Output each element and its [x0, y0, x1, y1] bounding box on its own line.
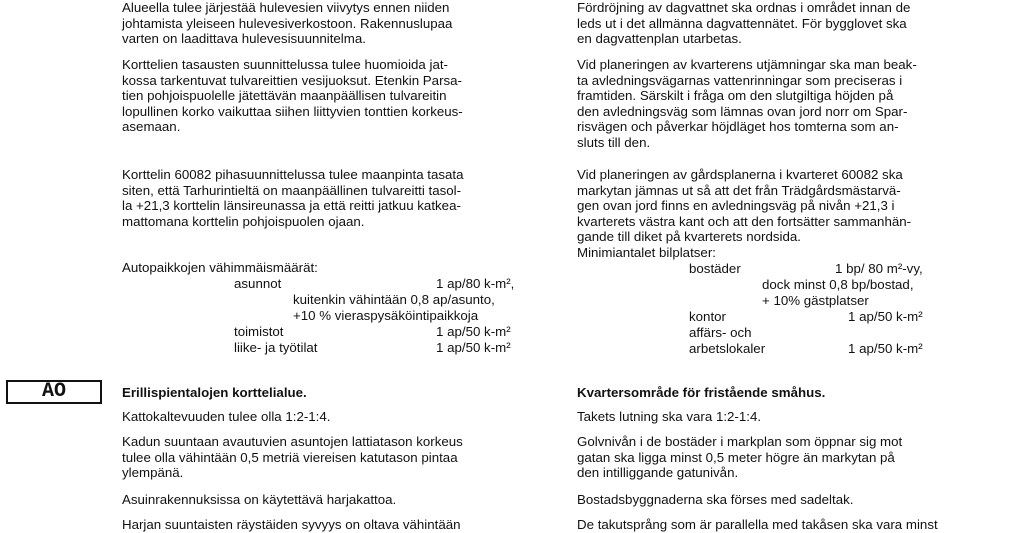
sv-p2-line: ta avledningsvägarnas vattenrinningar som preciseras i	[577, 72, 903, 88]
sv-paragraph-1	[577, 0, 997, 47]
fi-s2-line: Kadun suuntaan avautuvien asuntojen lattiatason korkeus	[122, 434, 463, 449]
fi-section-item-2	[122, 434, 540, 481]
fi-p2-line: asemaan.	[122, 119, 181, 135]
sv-p2-line: risvägen och påverkar höjdläget hos tomterna som an-	[577, 119, 899, 135]
fi-parking-liike-label: liike- ja työtilat	[234, 339, 318, 355]
fi-s2-line: ylempänä.	[122, 465, 184, 481]
sv-p1-line: en dagvattenplan utarbetas.	[577, 31, 742, 47]
fi-p1-line: varten on laadittava hulevesisuunnitelma.	[122, 31, 366, 47]
sv-parking-title: Minimiantalet bilplatser:	[577, 245, 716, 260]
sv-s3-line: Bostadsbyggnaderna ska förses med sadeltak.	[577, 492, 854, 507]
sv-p2-line: Vid planeringen av kvarterens utjämningar ska man beak-	[577, 57, 917, 72]
sv-p1-line: Fördröjning av dagvattnet ska ordnas i området innan de	[577, 0, 911, 15]
fi-section-item-4	[122, 517, 540, 533]
sv-parking-affars-label: affärs- och	[689, 324, 752, 340]
fi-paragraph-2	[122, 57, 540, 135]
fi-s3-line: Asuinrakennuksissa on käytettävä harjakattoa.	[122, 492, 397, 507]
fi-parking-asunnot-line3: +10 % vieraspysäköintipaikkoja	[293, 307, 479, 323]
zone-code-box	[6, 380, 102, 404]
sv-paragraph-2	[577, 57, 997, 151]
sv-p3-line: kvarterets västra kant och att den fortsätter sammanhän-	[577, 213, 912, 229]
fi-section-item-3	[122, 492, 540, 508]
fi-section-item-1	[122, 409, 540, 425]
fi-paragraph-1	[122, 0, 540, 47]
sv-parking-bostader-line3: + 10% gästplatser	[762, 292, 869, 308]
sv-p2-line: den avledningsväg som lämnas ovan jord norr om Spar-	[577, 103, 908, 119]
sv-p2-line: framtiden. Särskilt i fråga om den slutgiltiga höjden på	[577, 88, 894, 104]
fi-p1-line: Alueella tulee järjestää hulevesien viivytys ennen niiden	[122, 0, 450, 15]
sv-parking-bostader-value: 1 bp/ 80 m²-vy,	[835, 260, 923, 276]
sv-p3-line: gande till diket på kvarterets nordsida.	[577, 229, 801, 245]
fi-p2-line: Korttelien tasausten suunnittelussa tulee huomioida jat-	[122, 57, 448, 72]
sv-p3-line: gen ovan jord finns en avledningsväg på nivån +21,3 i	[577, 198, 895, 214]
fi-p2-line: kossa tarkentuvat tulvareittien vesijuoksut. Etenkin Parsa-	[122, 72, 462, 88]
fi-s1-line: Kattokaltevuuden tulee olla 1:2-1:4.	[122, 409, 331, 424]
sv-s1-line: Takets lutning ska vara 1:2-1:4.	[577, 409, 762, 424]
fi-parking-asunnot-value: 1 ap/80 k-m²,	[436, 275, 515, 291]
sv-parking-kontor-label: kontor	[689, 308, 726, 324]
sv-s4-line: De takutsprång som är parallella med takåsen ska vara minst	[577, 517, 938, 532]
sv-p3-line: Vid planeringen av gårdsplanerna i kvarteret 60082 ska	[577, 167, 903, 182]
fi-section-ao	[122, 385, 540, 401]
fi-parking-title: Autopaikkojen vähimmäismäärät:	[122, 260, 318, 275]
sv-section-ao	[577, 385, 997, 401]
fi-parking-asunnot-label: asunnot	[234, 275, 282, 291]
fi-s2-line: tulee olla vähintään 0,5 metriä viereisen katutason pintaa	[122, 449, 458, 465]
sv-section-item-3	[577, 492, 997, 508]
sv-p3-line: markytan jämnas ut så att det från Trädgårdsmästarvä-	[577, 182, 901, 198]
sv-s2-line: den intilliggande gatunivån.	[577, 465, 739, 481]
sv-paragraph-3	[577, 167, 997, 245]
sv-parking-bostader-label: bostäder	[689, 260, 741, 276]
fi-p2-line: lopullinen korko vaikuttaa siihen liittyvien tonttien korkeus-	[122, 103, 463, 119]
sv-s2-line: Golvnivån i de bostäder i markplan som öppnar sig mot	[577, 434, 903, 449]
fi-parking-block	[122, 260, 540, 370]
sv-parking-bostader-line2: dock minst 0,8 bp/bostad,	[762, 276, 914, 292]
sv-parking-arbets-value: 1 ap/50 k-m²	[848, 340, 923, 356]
fi-section-title: Erillispientalojen korttelialue.	[122, 385, 307, 400]
sv-p2-line: sluts till den.	[577, 134, 651, 150]
sv-section-item-1	[577, 409, 997, 425]
fi-s4-line: Harjan suuntaisten räystäiden syvyys on oltava vähintään	[122, 517, 461, 532]
sv-parking-arbets-label: arbetslokaler	[689, 340, 766, 356]
fi-p3-line: Korttelin 60082 pihasuunnittelussa tulee maanpinta tasata	[122, 167, 464, 182]
fi-p3-line: la +21,3 korttelin länsireunassa ja että reitti jatkuu katkea-	[122, 198, 461, 214]
fi-paragraph-3	[122, 167, 540, 229]
fi-p1-line: johtamista yleiseen hulevesiverkostoon. Rakennuslupaa	[122, 15, 453, 31]
sv-p1-line: leds ut i det allmänna dagvattennätet. För bygglovet ska	[577, 15, 907, 31]
zone-code-label: AO	[41, 380, 66, 403]
sv-section-item-2	[577, 434, 997, 481]
fi-parking-asunnot-line2: kuitenkin vähintään 0,8 ap/asunto,	[293, 291, 495, 307]
sv-parking-kontor-value: 1 ap/50 k-m²	[848, 308, 923, 324]
fi-parking-toimistot-label: toimistot	[234, 323, 284, 339]
fi-parking-liike-value: 1 ap/50 k-m²	[436, 339, 511, 355]
sv-section-title: Kvartersområde för fristående småhus.	[577, 385, 826, 400]
fi-p3-line: siten, että Tarhurintieltä on maanpäällinen tulvareitti tasol-	[122, 182, 462, 198]
fi-p3-line: mattomana korttelin pohjoispuolen ojaan.	[122, 213, 365, 229]
sv-section-item-4	[577, 517, 997, 533]
sv-parking-block	[577, 245, 997, 371]
fi-parking-toimistot-value: 1 ap/50 k-m²	[436, 323, 511, 339]
fi-p2-line: tien pohjoispuolelle jätettävän maanpäällisen tulvareitin	[122, 88, 447, 104]
sv-s2-line: gatan ska ligga minst 0,5 meter högre än markytan på	[577, 449, 895, 465]
